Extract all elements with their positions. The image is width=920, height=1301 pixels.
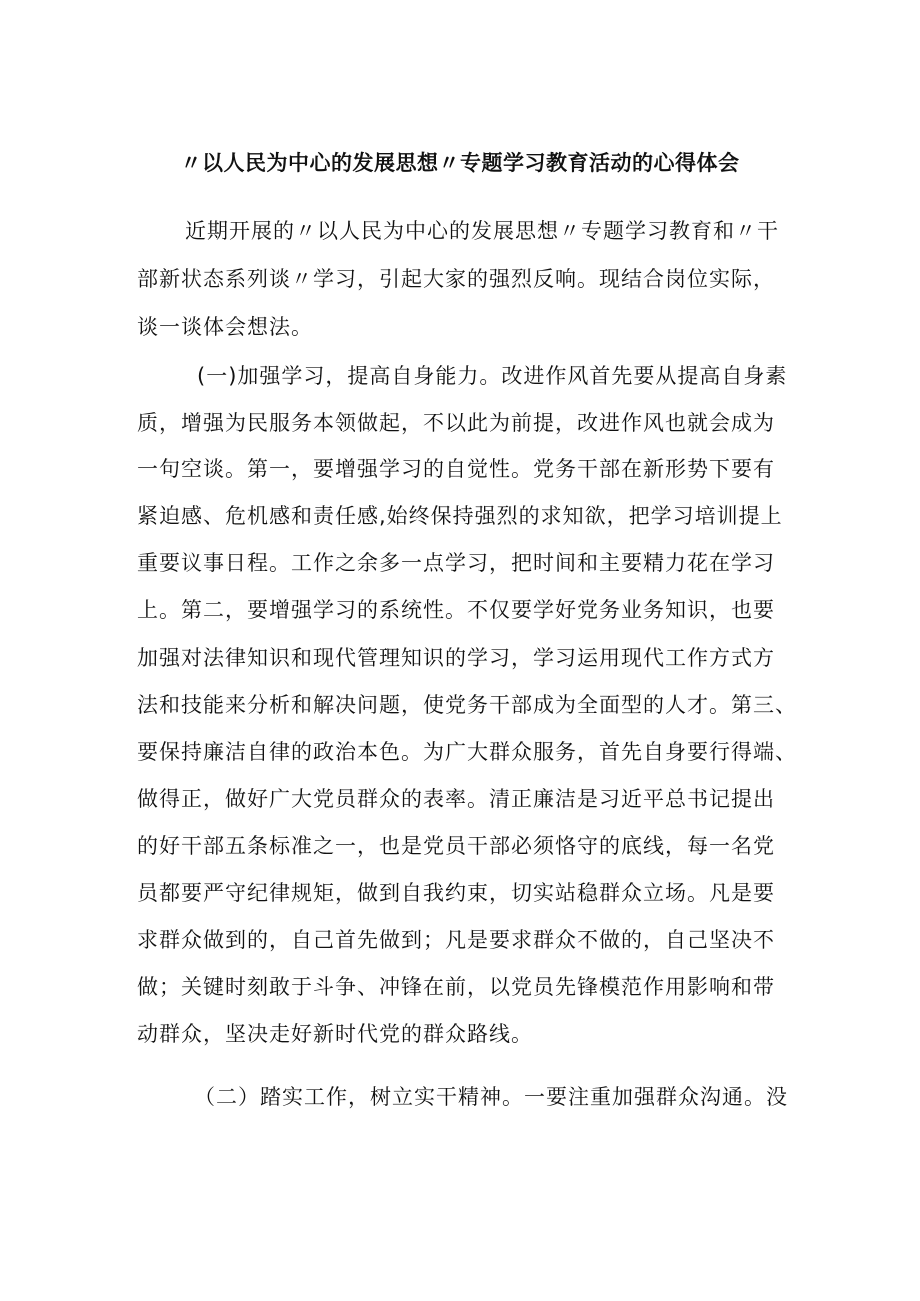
paragraph-line: 要保持廉洁自律的政治本色。为广大群众服务，首先自身要行得端、: [137, 740, 797, 764]
paragraph-line: 谈一谈体会想法。: [137, 315, 313, 339]
paragraph-line: 加强对法律知识和现代管理知识的学习，学习运用现代工作方式方: [137, 646, 775, 670]
paragraph-line: 紧迫感、危机感和责任感,始终保持强烈的求知欲，把学习培训提上: [137, 504, 783, 528]
paragraph-line: 的好干部五条标准之一，也是党员干部必须恪守的底线，每一名党: [137, 834, 775, 858]
paragraph-line: 部新状态系列谈〃学习，引起大家的强烈反响。现结合岗位实际，: [137, 267, 775, 291]
paragraph-line: 近期开展的〃以人民为中心的发展思想〃专题学习教育和〃干: [185, 219, 779, 243]
document-title: 〃以人民为中心的发展思想〃专题学习教育活动的心得体会: [180, 151, 740, 175]
paragraph-line: 做得正，做好广大党员群众的表率。清正廉洁是习近平总书记提出: [137, 787, 775, 811]
paragraph-line: 一句空谈。第一，要增强学习的自觉性。党务干部在新形势下要有: [137, 457, 775, 481]
paragraph-line: 法和技能来分析和解决问题，使党务干部成为全面型的人才。第三、: [137, 693, 797, 717]
paragraph-line: 做；关键时刻敢于斗争、冲锋在前，以党员先锋模范作用影响和带: [137, 975, 775, 999]
paragraph-line: 重要议事日程。工作之余多一点学习，把时间和主要精力花在学习: [137, 551, 775, 575]
paragraph-line: 员都要严守纪律规矩，做到自我约束，切实站稳群众立场。凡是要: [137, 881, 775, 905]
paragraph-line: （二）踏实工作，树立实干精神。一要注重加强群众沟通。没: [194, 1085, 788, 1109]
paragraph-line: 动群众，坚决走好新时代党的群众路线。: [137, 1022, 533, 1046]
paragraph-line: 上。第二，要增强学习的系统性。不仅要学好党务业务知识，也要: [137, 598, 775, 622]
paragraph-line: 求群众做到的，自己首先做到；凡是要求群众不做的，自己坚决不: [137, 928, 775, 952]
paragraph-line: (一)加强学习，提高自身能力。改进作风首先要从提高自身素: [197, 364, 788, 388]
paragraph-line: 质，增强为民服务本领做起，不以此为前提，改进作风也就会成为: [137, 411, 775, 435]
